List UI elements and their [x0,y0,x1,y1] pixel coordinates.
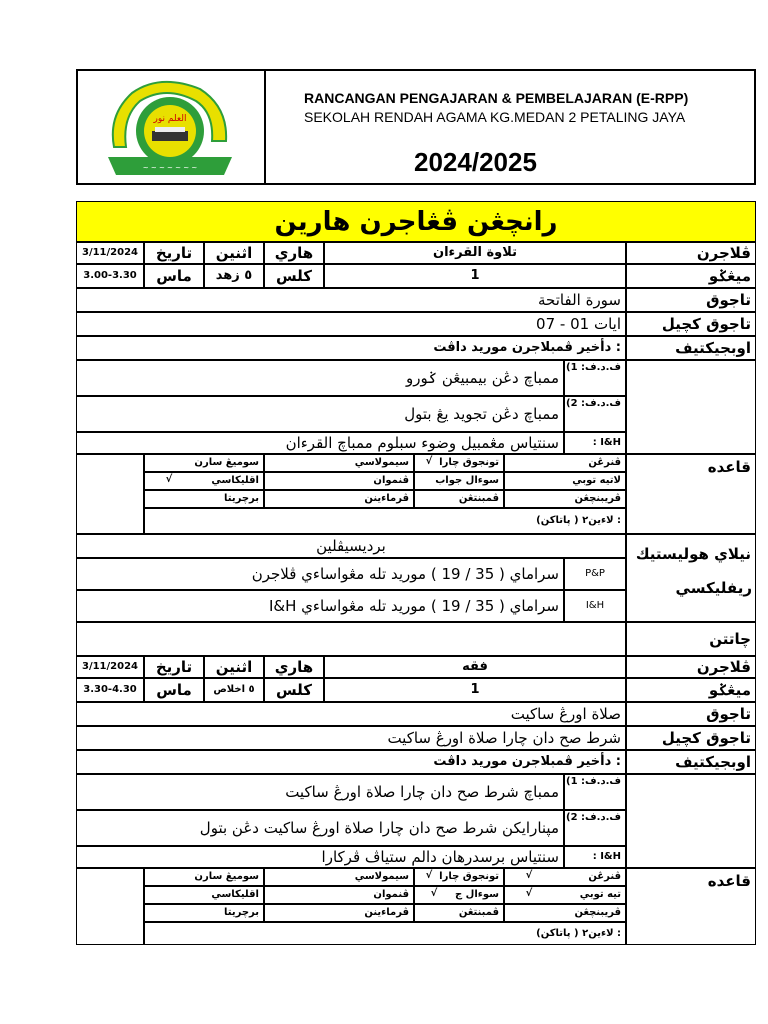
objective-label-2: اوبجيكتيف [626,750,756,774]
method-brainstorm: سوميڠ سارن [144,454,264,472]
check2-qa: √ [430,888,438,899]
lesson1-week: 1 [324,264,626,288]
lesson1-reflection-ih: سراماي ( 35 / 19 ) موريد تله مڠواساءي I&H [76,590,564,622]
method2-demo: تونجوق چارا [414,868,504,886]
subject-label-2: ڤلاجرن [626,656,756,678]
method2-drill: تيه توبي [504,886,626,904]
week-label-2: ميڠݢو [626,678,756,702]
lesson2-time: 3.30-4.30 [76,678,144,702]
school-logo-cell [78,71,266,183]
pdp2-label-2: ف.د.ف: 2) [564,810,626,846]
school-logo [100,75,240,179]
method-qa: سوءال جواب [414,472,504,490]
method-other: : لاءين٢ ( ڽاتاكن) [144,508,626,534]
svg-text:~ ~ ~ ~ ~ ~ ~: ~ ~ ~ ~ ~ ~ ~ [142,164,198,172]
lesson1-pdp1: ممباچ دڠن بيمبيڠن ݢورو [76,360,564,396]
lesson2-week: 1 [324,678,626,702]
method2-storytelling: برچريتا [144,904,264,922]
objective-empty-cell-2 [626,774,756,868]
pp-label: P&P [564,558,626,590]
day-label: هاري [264,242,324,264]
week-label: ميڠݢو [626,264,756,288]
subtopic-label: تاجوق كچيل [626,312,756,336]
session-year: 2024/2025 [414,147,537,177]
lesson2-pdp1: ممباچ شرط صح دان چارا صلاة اورڠ ساكيت [76,774,564,810]
lesson1-pdp2: ممباچ دڠن تجويد يڠ بتول [76,396,564,432]
lesson2-topic: صلاة اورڠ ساكيت [76,702,626,726]
note-label: چاتتن [626,622,756,656]
method-presentation: ڤمبنتڠن [414,490,504,508]
method-discovery: ڤنموان [264,472,414,490]
lesson2-objective: : دأخير ڤمبلاجرن موريد داڤت [76,750,626,774]
method-discussion: ڤريبنچڠن [504,490,626,508]
method-explain: ڤنرڠن [504,454,626,472]
daily-plan-table [76,201,756,945]
method2-simulation: سيمولاسي [264,868,414,886]
method2-application: اقليكاسي [144,886,264,904]
rpp-header [76,69,756,185]
lesson1-day: اثنين [204,242,264,264]
method2-other: : لاءين٢ ( ڽاتاكن) [144,922,626,945]
lesson1-subtopic: ايات 01 - 07 [76,312,626,336]
lesson1-date: 3/11/2024 [76,242,144,264]
lesson1-objective: : دأخير ڤمبلاجرن موريد داڤت [76,336,626,360]
day-label-2: هاري [264,656,324,678]
lesson1-topic: سورة الفاتحة [76,288,626,312]
date-label-2: تاريخ [144,656,204,678]
method-storytelling: برچريتا [144,490,264,508]
ih2-label: I&H [564,590,626,622]
ih-label-2: I&H : [564,846,626,868]
pdp2-label: ف.د.ف: 2) [564,396,626,432]
class-label-2: كلس [264,678,324,702]
lesson2-subtopic: شرط صح دان چارا صلاة اورڠ ساكيت [76,726,626,750]
method-spacer-2 [76,868,144,945]
method-application: اقليكاسي [144,472,264,490]
pdp1-label-2: ف.د.ف: 1) [564,774,626,810]
lesson2-subject: فقه [324,656,626,678]
ih-label: I&H : [564,432,626,454]
lesson2-ih: سنتياس برسدرهان دالم ستياڤ ڤركارا [76,846,564,868]
lesson1-subject: تلاوة القرءان [324,242,626,264]
pdp1-label: ف.د.ف: 1) [564,360,626,396]
lesson1-ih: سنتياس مڠمبيل وضوء سبلوم ممباچ القرءان [76,432,564,454]
method-games: ڤرماءينن [264,490,414,508]
plan-title: رانچڠن ڤڠاجرن هارين [76,201,756,242]
topic-label: تاجوق [626,288,756,312]
time-label: ماس [144,264,204,288]
holistic-label: نيلاي هوليستيك [626,534,756,622]
subject-label: ڤلاجرن [626,242,756,264]
method2-qa: سوءال ج [414,886,504,904]
note-empty [76,622,626,656]
lesson2-class: ٥ اخلاص [204,678,264,702]
method2-games: ڤرماءينن [264,904,414,922]
lesson1-holistic: برديسيڤلين [76,534,626,558]
check-application: √ [165,474,173,485]
subtopic-label-2: تاجوق كچيل [626,726,756,750]
method-simulation: سيمولاسي [264,454,414,472]
method-spacer [76,454,144,534]
objective-empty-cell [626,360,756,454]
lesson2-date: 3/11/2024 [76,656,144,678]
lesson1-time: 3.00-3.30 [76,264,144,288]
method-label-2: قاعده [626,868,756,945]
topic-label-2: تاجوق [626,702,756,726]
method-demo: تونجوق چارا [414,454,504,472]
method2-presentation: ڤمبنتڠن [414,904,504,922]
method2-explain: ڤنرڠن [504,868,626,886]
method-drill: لاتيه توبي [504,472,626,490]
method2-discovery: ڤنموان [264,886,414,904]
lesson2-day: اثنين [204,656,264,678]
method2-brainstorm: سوميڠ سارن [144,868,264,886]
check2-explain: √ [525,870,533,881]
logo-text: العلم نور [153,114,187,124]
check-demo: √ [425,456,433,467]
time-label-2: ماس [144,678,204,702]
lesson1-reflection-pp: سراماي ( 35 / 19 ) موريد تله مڠواساءي ڤلاجرن [76,558,564,590]
reflection-label: ريفليكسي [675,579,752,597]
method2-discussion: ڤريبنچڠن [504,904,626,922]
check2-demo: √ [425,870,433,881]
method-label: قاعده [626,454,756,534]
lesson2-pdp2: مپنارايكن شرط صح دان چارا صلاة اورڠ ساكيت دڠن بتول [76,810,564,846]
school-name: SEKOLAH RENDAH AGAMA KG.MEDAN 2 PETALING JAYA [304,109,686,125]
rpp-title: RANCANGAN PENGAJARAN & PEMBELAJARAN (E-RPP) [304,90,689,106]
check2-drill: √ [525,888,533,899]
class-label: كلس [264,264,324,288]
objective-label: اوبجيكتيف [626,336,756,360]
lesson1-class: ٥ زهد [204,264,264,288]
date-label: تاريخ [144,242,204,264]
